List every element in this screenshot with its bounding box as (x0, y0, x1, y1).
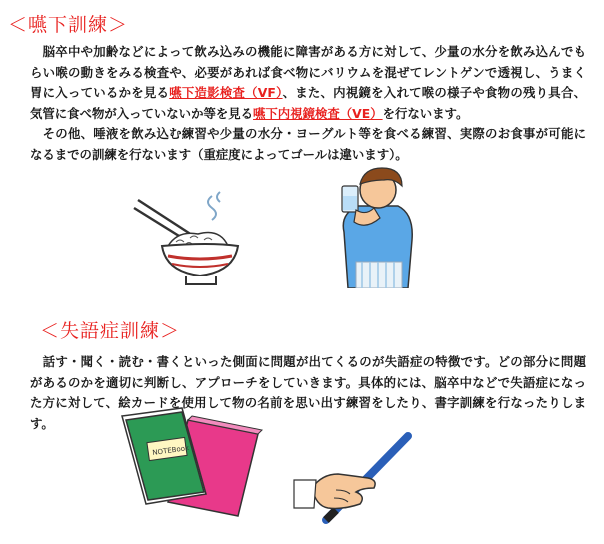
swallowing-text-b: 、また、内視鏡を入れて喉の様子や食物の残り具合、気管に食べ物が入っていないか等を見る (30, 85, 587, 121)
swallowing-text-a: 脳卒中や加齢などによって飲み込みの機能に障害がある方に対して、少量の水分を飲み込んでもらい喉の動きをみる検査や、必要があれば食べ物にバリウムを混ぜてレントゲンで透視し、うまく胃に入っているかを見る (30, 44, 586, 101)
section-title-swallowing: ＜嚥下訓練＞ (8, 14, 129, 36)
writing-hand-icon (292, 428, 416, 528)
section-title-aphasia: ＜失語症訓練＞ (40, 320, 181, 342)
notebooks-icon (118, 398, 270, 520)
drinking-person-icon (330, 166, 428, 288)
notebook-label: NOTEBook (151, 443, 190, 458)
swallowing-description (30, 42, 586, 166)
rice-bowl-chopsticks-icon (128, 186, 256, 292)
ve-exam-link[interactable]: 嚥下内視鏡検査（VE） (253, 105, 383, 121)
aphasia-text: 話す・聞く・読む・書くといった側面に問題が出てくるのが失語症の特徴です。どの部分に問題があるのかを適切に判断し、アプローチをしていきます。具体的には、脳卒中などで失語症になった方に対して、絵カードを使用して物の名前を思い出す練習をしたり、書字訓練を行なったりします。 (30, 354, 586, 431)
swallowing-text-2: その他、唾液を飲み込む練習や少量の水分・ヨーグルト等を食べる練習、実際のお食事が可能になるまでの訓練を行ないます（重症度によってゴールは違います）。 (30, 126, 586, 162)
vf-exam-link[interactable]: 嚥下造影検査（VF） (169, 85, 283, 101)
aphasia-description (30, 352, 586, 434)
swallowing-text-c: を行ないます。 (382, 105, 469, 121)
